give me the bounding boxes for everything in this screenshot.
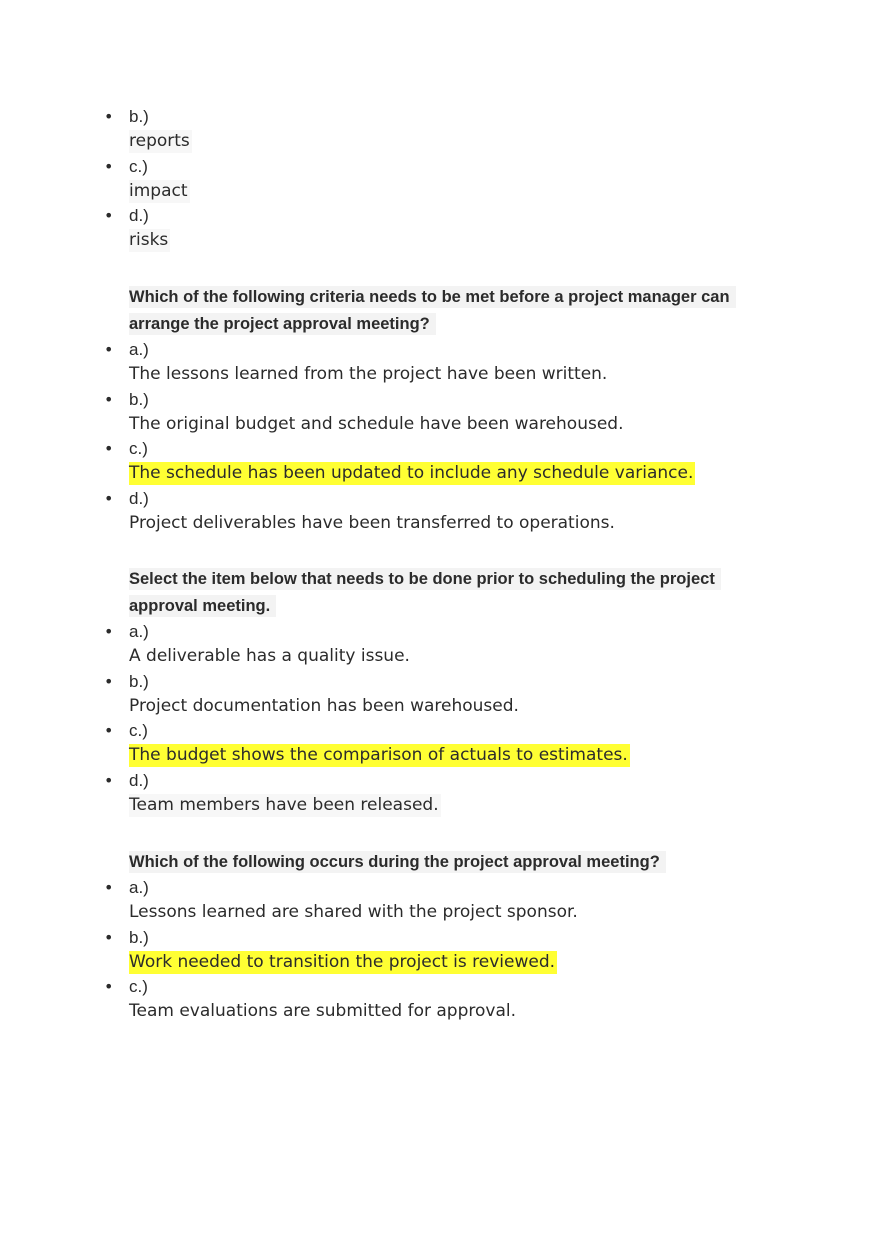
option-text: Project documentation has been warehoused. bbox=[129, 695, 519, 716]
option-letter: a.) bbox=[129, 878, 149, 897]
question-block-continued bbox=[0, 105, 880, 254]
option-item bbox=[0, 620, 880, 670]
option-item bbox=[0, 719, 880, 769]
option-text: Team members have been released. bbox=[129, 794, 439, 815]
option-item bbox=[0, 204, 880, 254]
option-text: The lessons learned from the project have been written. bbox=[129, 364, 608, 384]
option-letter: b.) bbox=[129, 671, 149, 691]
option-list bbox=[0, 105, 880, 254]
bullet-icon: • bbox=[104, 340, 114, 359]
option-text: The original budget and schedule have been warehoused. bbox=[129, 413, 624, 434]
option-item bbox=[0, 487, 880, 537]
bullet-icon: • bbox=[104, 721, 114, 740]
option-text: A deliverable has a quality issue. bbox=[129, 646, 410, 666]
option-letter: d.) bbox=[129, 770, 149, 790]
option-letter: c.) bbox=[129, 156, 148, 176]
option-item bbox=[0, 105, 880, 155]
option-item bbox=[0, 769, 880, 819]
bullet-icon: • bbox=[104, 206, 114, 225]
option-item bbox=[0, 338, 880, 388]
option-text: Project deliverables have been transferred to operations. bbox=[129, 512, 615, 533]
bullet-icon: • bbox=[104, 927, 114, 947]
bullet-icon: • bbox=[104, 622, 114, 641]
option-letter: a.) bbox=[129, 622, 149, 641]
option-letter: c.) bbox=[129, 439, 148, 458]
question-text: Which of the following criteria needs to be met before a project manager can arrange the project approval meeting? bbox=[129, 284, 759, 338]
option-list bbox=[0, 620, 880, 818]
bullet-icon: • bbox=[104, 156, 114, 176]
bullet-icon: • bbox=[104, 439, 114, 458]
question-text: Select the item below that needs to be done prior to scheduling the project approval meeting. bbox=[129, 566, 759, 620]
option-letter: d.) bbox=[129, 488, 149, 508]
bullet-icon: • bbox=[104, 770, 114, 790]
option-text-highlighted: Work needed to transition the project is reviewed. bbox=[129, 951, 556, 972]
bullet-icon: • bbox=[104, 389, 114, 409]
option-text-highlighted: The schedule has been updated to include any schedule variance. bbox=[129, 463, 694, 483]
option-list bbox=[0, 876, 880, 1025]
bullet-icon: • bbox=[104, 107, 114, 126]
option-item bbox=[0, 155, 880, 205]
option-letter: b.) bbox=[129, 107, 149, 126]
option-item bbox=[0, 975, 880, 1025]
option-text-highlighted: The budget shows the comparison of actuals to estimates. bbox=[129, 745, 628, 765]
option-text: Lessons learned are shared with the project sponsor. bbox=[129, 902, 578, 922]
option-text: risks bbox=[129, 230, 169, 250]
option-item bbox=[0, 876, 880, 926]
question-block-2 bbox=[0, 566, 880, 818]
question-block-1 bbox=[0, 284, 880, 536]
option-letter: b.) bbox=[129, 927, 149, 947]
bullet-icon: • bbox=[104, 878, 114, 897]
option-item bbox=[0, 926, 880, 976]
bullet-icon: • bbox=[104, 488, 114, 508]
option-letter: d.) bbox=[129, 206, 149, 225]
option-text: impact bbox=[129, 180, 188, 201]
option-item bbox=[0, 670, 880, 720]
question-text: Which of the following occurs during the project approval meeting? bbox=[129, 849, 759, 876]
question-block-3 bbox=[0, 849, 880, 1025]
option-letter: a.) bbox=[129, 340, 149, 359]
bullet-icon: • bbox=[104, 671, 114, 691]
option-text: reports bbox=[129, 131, 190, 151]
option-item bbox=[0, 437, 880, 487]
option-letter: b.) bbox=[129, 389, 149, 409]
bullet-icon: • bbox=[104, 977, 114, 996]
option-letter: c.) bbox=[129, 721, 148, 740]
option-list bbox=[0, 338, 880, 536]
option-letter: c.) bbox=[129, 977, 148, 996]
option-item bbox=[0, 388, 880, 438]
option-text: Team evaluations are submitted for approval. bbox=[129, 1001, 516, 1021]
